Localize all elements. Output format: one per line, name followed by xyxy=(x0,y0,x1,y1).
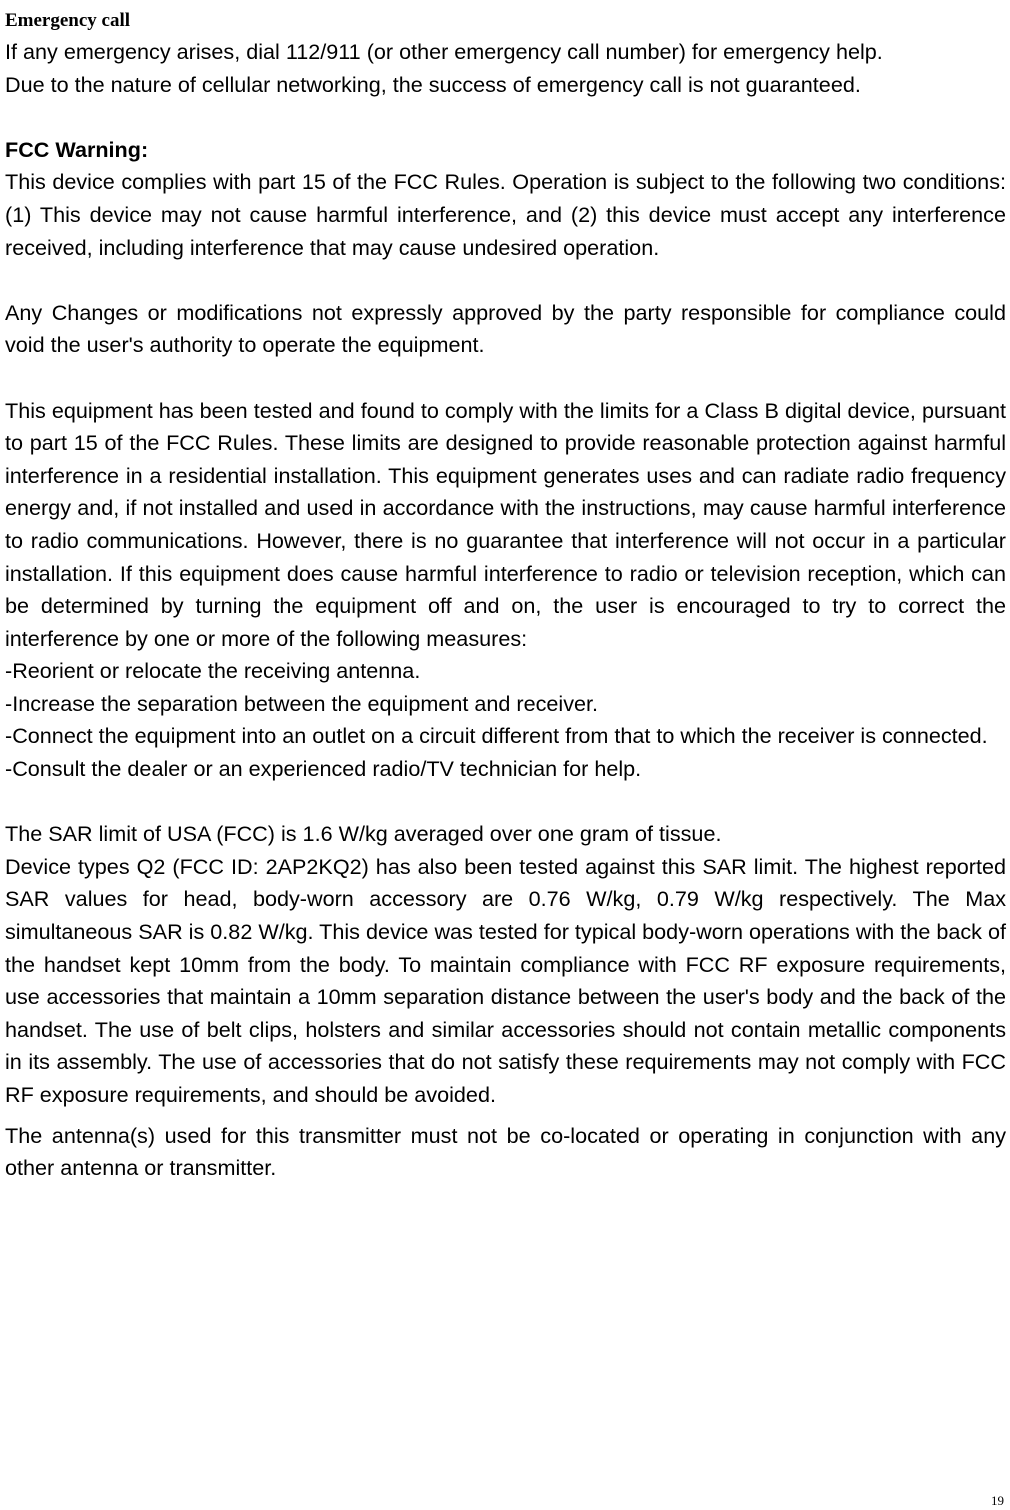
fcc-compliance-paragraph: This device complies with part 15 of the FCC Rules. Operation is subject to the following two conditions: (1) This device may not cause harmful interference, and (2) this device must accept any interference received, including interference that may cause undesired operation. xyxy=(5,169,1006,260)
fcc-warning-heading: FCC Warning: xyxy=(5,136,149,162)
emergency-call-heading: Emergency call xyxy=(5,10,131,31)
measure-item: -Increase the separation between the equipment and receiver. xyxy=(5,690,599,716)
fcc-changes-paragraph: Any Changes or modifications not expressly approved by the party responsible for compliance could void the user's authority to operate the equipment. xyxy=(5,299,1006,358)
emergency-paragraph-1: If any emergency arises, dial 112/911 (or other emergency call number) for emergency help. xyxy=(5,39,883,64)
document-page xyxy=(5,6,1006,1185)
page-number: 19 xyxy=(991,1493,1004,1508)
measure-item: -Connect the equipment into an outlet on a circuit different from that to which the receiver is connected. xyxy=(5,723,988,749)
fcc-class-b-paragraph: This equipment has been tested and found to comply with the limits for a Class B digital device, pursuant to part 15 of the FCC Rules. These limits are designed to provide reasonable protection against harmful interference in a residential installation. This equipment generates uses and can radiate radio frequency energy and, if not installed and used in accordance with the instructions, may cause harmful interference to radio communications. However, there is no guarantee that interference will not occur in a particular installation. If this equipment does cause harmful interference to radio or television reception, which can be determined by turning the equipment off and on, the user is encouraged to try to correct the interference by one or more of the following measures: xyxy=(5,397,1006,651)
measure-item: -Reorient or relocate the receiving antenna. xyxy=(5,658,421,684)
emergency-paragraph-2: Due to the nature of cellular networking, the success of emergency call is not guaranteed. xyxy=(5,71,861,97)
sar-test-paragraph: Device types Q2 (FCC ID: 2AP2KQ2) has also been tested against this SAR limit. The highest reported SAR values for head, body-worn accessory are 0.76 W/kg, 0.79 W/kg respectively. The Max simultaneous SAR is 0.82 W/kg. This device was tested for typical body-worn operations with the back of the handset kept 10mm from the body. To maintain compliance with FCC RF exposure requirements, use accessories that maintain a 10mm separation distance between the user's body and the back of the handset. The use of belt clips, holsters and similar accessories should not contain metallic components in its assembly. The use of accessories that do not satisfy these requirements may not comply with FCC RF exposure requirements, and should be avoided. xyxy=(5,853,1006,1107)
sar-limit-paragraph: The SAR limit of USA (FCC) is 1.6 W/kg averaged over one gram of tissue. xyxy=(5,821,722,847)
antenna-paragraph: The antenna(s) used for this transmitter must not be co-located or operating in conjunction with any other antenna or transmitter. xyxy=(5,1122,1006,1181)
measure-item: -Consult the dealer or an experienced radio/TV technician for help. xyxy=(5,756,642,782)
